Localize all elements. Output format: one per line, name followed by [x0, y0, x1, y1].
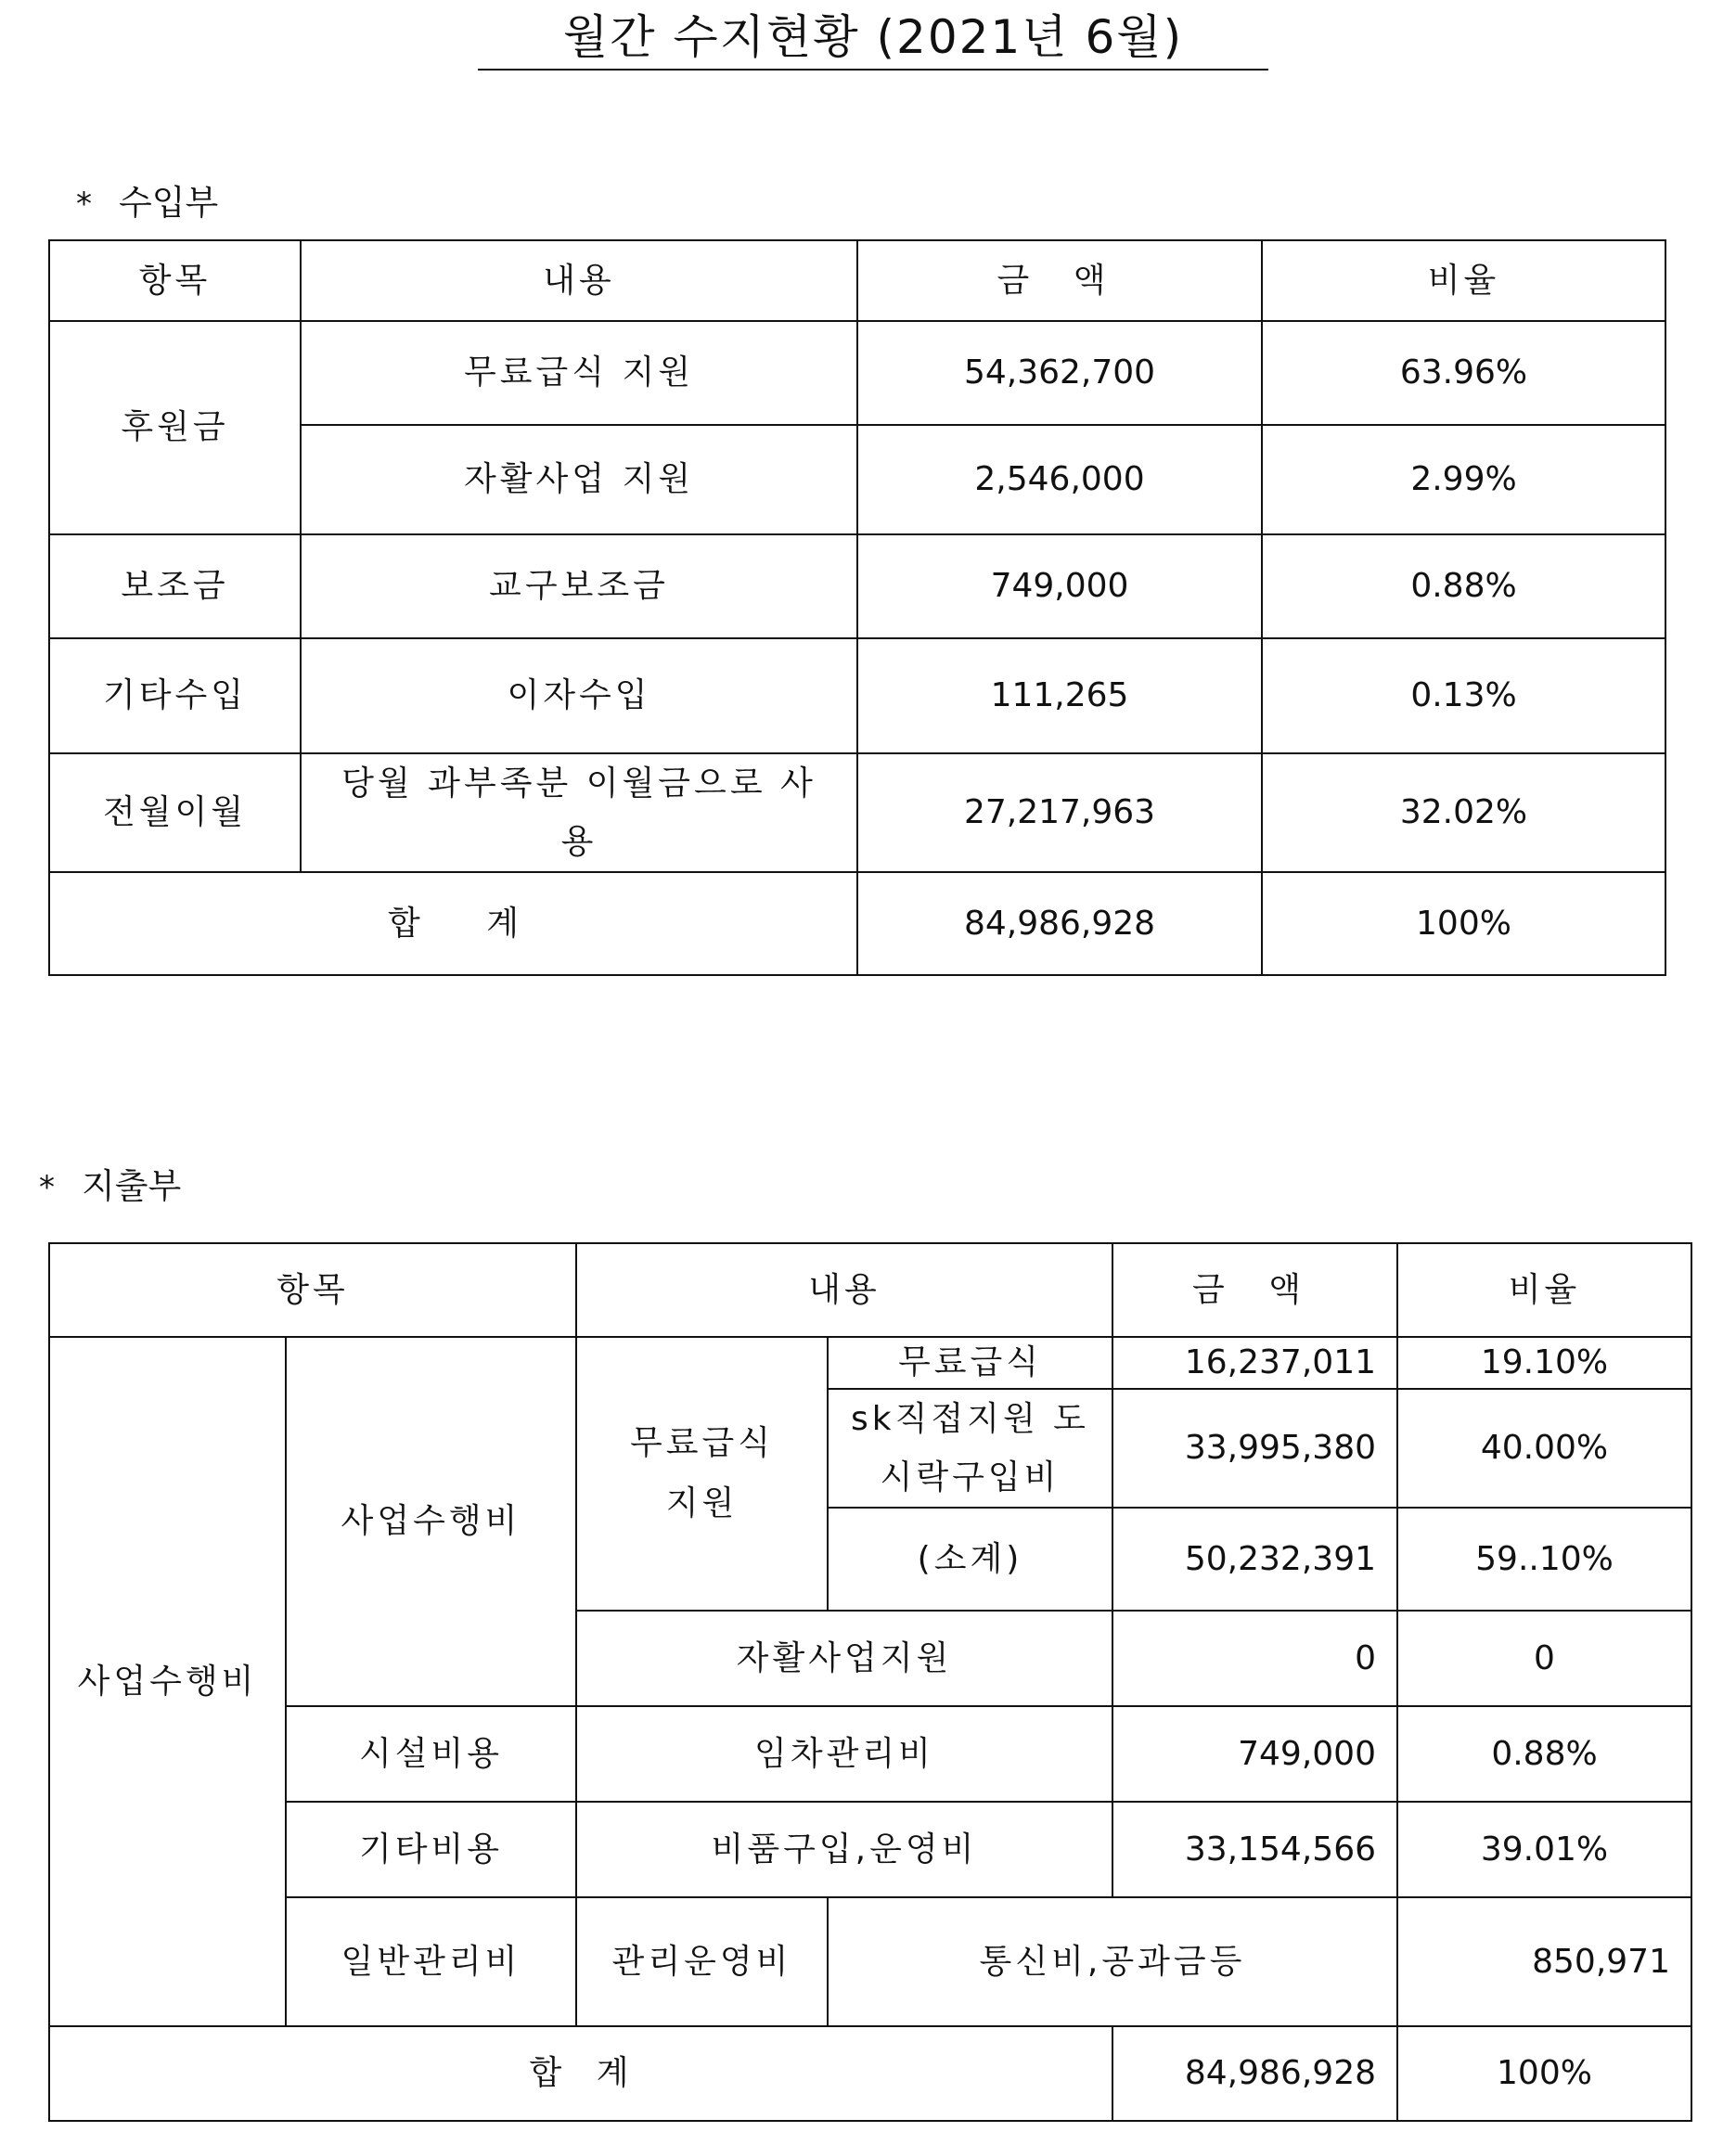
expense-ratio: 19.10%	[1397, 1337, 1691, 1389]
expense-content: 무료급식	[828, 1337, 1112, 1389]
expense-amount: 749,000	[1112, 1706, 1397, 1802]
income-item-subsidy: 보조금	[49, 534, 301, 638]
table-row	[49, 1802, 1691, 1897]
expense-sub-other: 기타비용	[286, 1802, 576, 1897]
income-header-item: 항목	[49, 240, 301, 321]
table-row	[49, 534, 1665, 638]
expense-amount: 0	[1112, 1611, 1397, 1706]
expense-sub-facility: 시설비용	[286, 1706, 576, 1802]
expense-total-row	[49, 2026, 1691, 2121]
expense-ratio: 0.88%	[1397, 1706, 1691, 1802]
expense-star: *	[39, 1169, 55, 1206]
expense-content: 비품구입,운영비	[576, 1802, 1112, 1897]
expense-amount: 50,232,391	[1112, 1508, 1397, 1611]
income-table	[48, 239, 1666, 976]
expense-header-row	[49, 1243, 1691, 1337]
expense-table	[48, 1242, 1692, 2122]
table-row	[49, 1897, 1691, 2026]
income-header-amount: 금 액	[857, 240, 1262, 321]
income-total-amount: 84,986,928	[857, 872, 1262, 975]
table-row	[49, 321, 1665, 425]
income-ratio: 2.99%	[1262, 425, 1665, 534]
income-header-ratio: 비율	[1262, 240, 1665, 321]
expense-total-label: 합 계	[49, 2026, 1112, 2121]
income-item-other: 기타수입	[49, 638, 301, 753]
expense-total-amount: 84,986,928	[1112, 2026, 1397, 2121]
expense-ratio: 59..10%	[1397, 1508, 1691, 1611]
income-item-donation: 후원금	[49, 321, 301, 534]
income-amount: 54,362,700	[857, 321, 1262, 425]
income-content: 자활사업 지원	[301, 425, 857, 534]
income-amount: 749,000	[857, 534, 1262, 638]
income-ratio: 32.02%	[1262, 753, 1665, 872]
expense-cat-admin: 일반관리비	[286, 1897, 576, 2026]
expense-group-meal: 무료급식 지원	[576, 1337, 828, 1611]
table-row	[49, 753, 1665, 872]
income-content: 교구보조금	[301, 534, 857, 638]
income-ratio: 0.13%	[1262, 638, 1665, 753]
expense-amount: 16,237,011	[1112, 1337, 1397, 1389]
expense-header-ratio: 비율	[1397, 1243, 1691, 1337]
expense-ratio: 40.00%	[1397, 1389, 1691, 1508]
income-item-carryover: 전월이월	[49, 753, 301, 872]
income-content: 당월 과부족분 이월금으로 사용	[301, 753, 857, 872]
expense-section-label	[39, 1165, 181, 1209]
income-section-label	[76, 182, 218, 225]
expense-amount: 33,995,380	[1112, 1389, 1397, 1508]
income-label: 수입부	[119, 183, 219, 223]
income-amount: 27,217,963	[857, 753, 1262, 872]
income-content: 무료급식 지원	[301, 321, 857, 425]
expense-content: (소계)	[828, 1508, 1112, 1611]
expense-label: 지출부	[82, 1166, 182, 1206]
expense-header-item: 항목	[49, 1243, 576, 1337]
expense-sub-business: 사업수행비	[286, 1337, 576, 1706]
income-ratio: 63.96%	[1262, 321, 1665, 425]
table-row	[49, 638, 1665, 753]
income-amount: 111,265	[857, 638, 1262, 753]
income-star: *	[76, 186, 92, 223]
expense-amount: 850,971	[1397, 1897, 1691, 2026]
expense-content: 자활사업지원	[576, 1611, 1112, 1706]
income-ratio: 0.88%	[1262, 534, 1665, 638]
income-total-row	[49, 872, 1665, 975]
expense-sub-admin: 관리운영비	[576, 1897, 828, 2026]
expense-content: 통신비,공과금등	[828, 1897, 1397, 2026]
income-total-ratio: 100%	[1262, 872, 1665, 975]
income-total-label: 합 계	[49, 872, 857, 975]
expense-cat-business: 사업수행비	[49, 1337, 286, 2026]
expense-total-ratio: 100%	[1397, 2026, 1691, 2121]
expense-ratio: 0	[1397, 1611, 1691, 1706]
expense-ratio: 39.01%	[1397, 1802, 1691, 1897]
table-row	[49, 1337, 1691, 1389]
page-title: 월간 수지현황 (2021년 6월)	[478, 7, 1268, 71]
expense-content: sk직접지원 도시락구입비	[828, 1389, 1112, 1508]
expense-content: 임차관리비	[576, 1706, 1112, 1802]
income-content: 이자수입	[301, 638, 857, 753]
table-row	[49, 1706, 1691, 1802]
expense-header-amount: 금 액	[1112, 1243, 1397, 1337]
expense-amount: 33,154,566	[1112, 1802, 1397, 1897]
income-header-content: 내용	[301, 240, 857, 321]
income-amount: 2,546,000	[857, 425, 1262, 534]
income-header-row	[49, 240, 1665, 321]
expense-header-content: 내용	[576, 1243, 1112, 1337]
